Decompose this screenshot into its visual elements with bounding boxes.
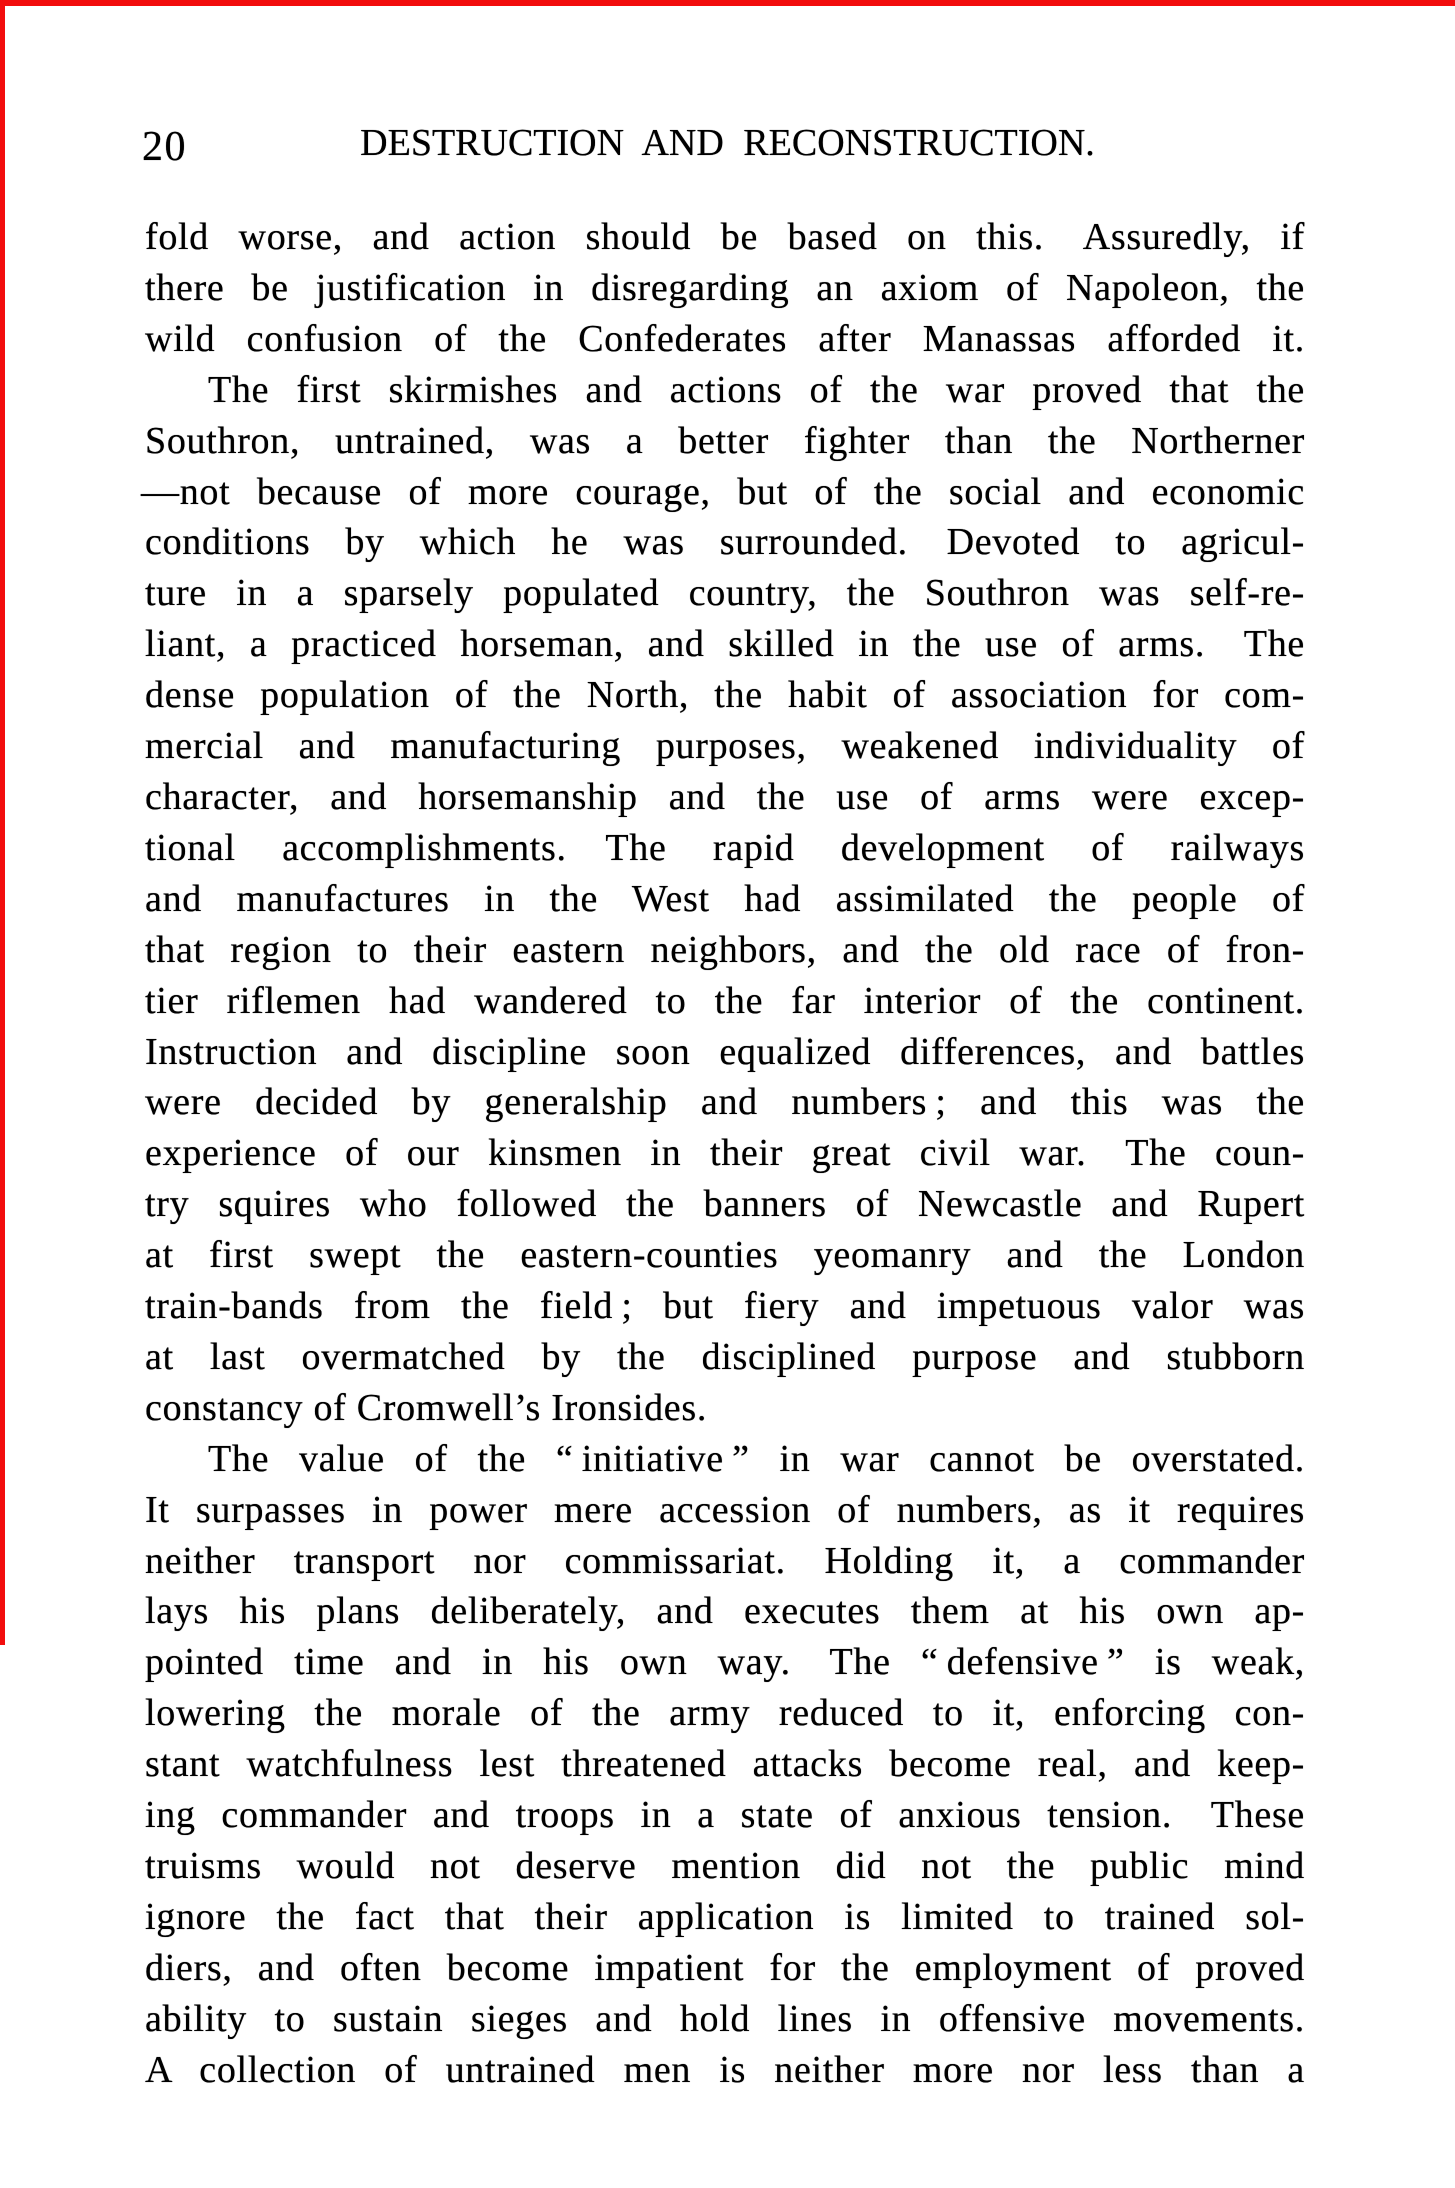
text-line: truisms would not deserve mention did not the public mind [145,1845,1305,1887]
text-line: wild confusion of the Confederates after Manassas afforded it. [145,317,1305,360]
text-line: dense population of the North, the habit of association for com- [145,674,1305,717]
text-line: conditions by which he was surrounded. Devoted to agricul- [145,521,1305,564]
text-line: The first skirmishes and actions of the war proved that the [208,368,1305,411]
text-line: try squires who followed the banners of Newcastle and Rupert [145,1183,1305,1226]
text-line: experience of our kinsmen in their great civil war. The coun- [145,1132,1305,1175]
text-line: train-bands from the field ; but fiery and impetuous valor was [145,1285,1305,1328]
text-line: Southron, untrained, was a better fighter than the Northerner [145,419,1305,462]
text-line: at first swept the eastern-counties yeomanry and the London [145,1234,1305,1277]
text-line: liant, a practiced horseman, and skilled in the use of arms. The [145,623,1305,666]
text-line: that region to their eastern neighbors, and the old race of fron- [145,928,1305,971]
text-line: there be justification in disregarding an axiom of Napoleon, the [145,266,1305,309]
running-header: DESTRUCTION AND RECONSTRUCTION. [360,122,1095,164]
text-line: constancy of Cromwell’s Ironsides. [145,1386,708,1429]
text-line: at last overmatched by the disciplined purpose and stubborn [145,1335,1305,1378]
page-body [141,212,1305,2096]
text-line: lays his plans deliberately, and executes them at his own ap- [145,1590,1305,1633]
page-number: 20 [142,124,187,170]
text-line: and manufactures in the West had assimilated the people of [145,877,1305,920]
text-line: Instruction and discipline soon equalized differences, and battles [145,1030,1305,1073]
scan-edge-left [0,0,5,1645]
text-line: mercial and manufacturing purposes, weakened individuality of [145,725,1305,768]
text-line: ability to sustain sieges and hold lines in offensive movements. [145,1997,1305,2040]
text-line: were decided by generalship and numbers ; and this was the [145,1081,1305,1124]
text-line: character, and horsemanship and the use of arms were excep- [145,775,1305,818]
text-line: The value of the “ initiative ” in war cannot be overstated. [208,1437,1305,1480]
text-line: ing commander and troops in a state of anxious tension. These [145,1794,1305,1837]
scan-edge-top [0,0,1455,6]
text-line: lowering the morale of the army reduced to it, enforcing con- [145,1692,1305,1735]
text-line: tional accomplishments. The rapid development of railways [145,826,1305,869]
text-line: pointed time and in his own way. The “ defensive ” is weak, [145,1641,1305,1684]
text-line: fold worse, and action should be based on this. Assuredly, if [145,216,1305,258]
text-line: A collection of untrained men is neither more nor less than a [145,2048,1305,2091]
text-line: tier riflemen had wandered to the far interior of the continent. [145,979,1305,1022]
text-line: It surpasses in power mere accession of numbers, as it requires [145,1488,1305,1531]
text-line: ture in a sparsely populated country, the Southron was self-re- [145,572,1305,615]
text-line: ignore the fact that their application is limited to trained sol- [145,1895,1305,1938]
text-line: neither transport nor commissariat. Holding it, a commander [145,1539,1305,1582]
text-line: stant watchfulness lest threatened attacks become real, and keep- [145,1743,1305,1786]
text-line: diers, and often become impatient for the employment of proved [145,1946,1305,1989]
text-line: —not because of more courage, but of the social and economic [141,470,1305,513]
